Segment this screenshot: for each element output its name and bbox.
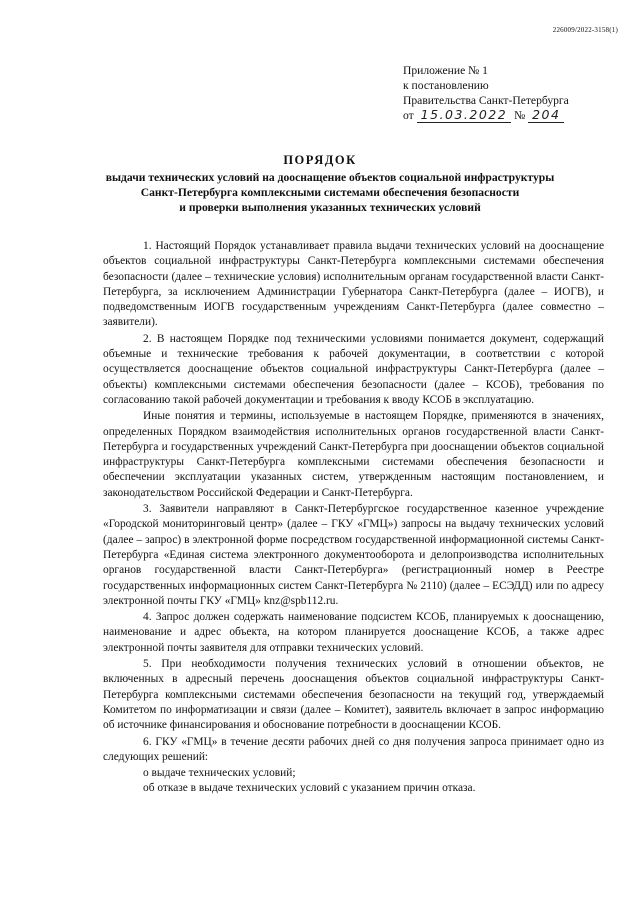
subtitle-line-2: Санкт-Петербурга комплексными системами обеспечения безопасности bbox=[140, 186, 520, 199]
document-registration-stamp: 226009/2022-3158(1) bbox=[552, 26, 618, 34]
paragraph-4: 3. Заявители направляют в Санкт-Петербургское государственное казенное учреждение «Городской мониторинговый центр» (далее – ГКУ «ГМЦ») запросы на выдачу технических условий (далее – запрос) в электронной форме посредством государственной информационной системы Санкт-Петербурга «Единая система электронного документооборота и делопроизводства исполнительных органов государственной власти Санкт-Петербурга» (регистрационный номер в Реестре государственных информационных систем Санкт-Петербурга № 2110) (далее – ЕСЭДД) или по адресу электронной почты ГКУ «ГМЦ» knz@spb112.ru. bbox=[103, 503, 604, 607]
paragraph-6: 5. При необходимости получения технических условий в отношении объектов, не включенных в адресный перечень дооснащения объектов социальной инфраструктуры Санкт-Петербурга комплексными системами обеспечения безопасности на текущий год, утверждаемый Комитетом по информатизации и связи (далее – Комитет), заявитель включает в запрос информацию об источнике финансирования и обоснование потребности в дооснащении КСОБ. bbox=[103, 658, 604, 732]
paragraph-3: Иные понятия и термины, используемые в настоящем Порядке, применяются в значениях, определенных Порядком взаимодействия исполнительных органов государственной власти Санкт-Петербурга и государственных учреждений Санкт-Петербурга при дооснащении объектов социальной инфраструктуры Санкт-Петербурга комплексными системами обеспечения безопасности и обеспечении эксплуатации указанных систем, утвержденным настоящим постановлением, и законодательством Российской Федерации и Санкт-Петербурга. bbox=[103, 410, 604, 499]
appendix-resolution-ref: к постановлению bbox=[403, 78, 489, 92]
document-subtitle bbox=[60, 170, 600, 215]
resolution-date: 15.03.2022 bbox=[417, 107, 512, 123]
subtitle-line-3: и проверки выполнения указанных технических условий bbox=[179, 201, 481, 214]
subtitle-line-1: выдачи технических условий на дооснащение объектов социальной инфраструктуры bbox=[105, 171, 555, 184]
appendix-label: Приложение № 1 bbox=[403, 64, 488, 77]
decision-option-1: о выдаче технических условий; bbox=[143, 767, 296, 780]
document-title: ПОРЯДОК bbox=[283, 153, 357, 167]
resolution-number: 204 bbox=[528, 107, 564, 123]
appendix-government: Правительства Санкт-Петербурга bbox=[403, 93, 569, 107]
paragraph-2: 2. В настоящем Порядке под техническими условиями понимается документ, содержащий объемные и технические требования к рабочей документации, в соответствии с которой осуществляется дооснащение объектов социальной инфраструктуры Санкт-Петербурга (далее – объекты) комплексными системами обеспечения безопасности (далее – КСОБ), требования по согласованию такой рабочей документации и требования к вводу КСОБ в эксплуатацию. bbox=[103, 332, 604, 406]
number-label: № bbox=[514, 109, 526, 123]
paragraph-7: 6. ГКУ «ГМЦ» в течение десяти рабочих дней со дня получения запроса принимает одно из следующих решений: bbox=[103, 735, 604, 763]
date-prefix: от bbox=[403, 109, 414, 123]
paragraph-1: 1. Настоящий Порядок устанавливает правила выдачи технических условий на дооснащение объектов социальной инфраструктуры Санкт-Петербурга комплексными системами обеспечения безопасности (далее – технические условия) исполнительным органам государственной власти Санкт-Петербурга, за исключением Администрации Губернатора Санкт-Петербурга (далее – ИОГВ), и подведомственным ИОГВ государственным учреждениям Санкт-Петербурга (далее совместно – заявители). bbox=[103, 240, 604, 329]
decision-option-2: об отказе в выдаче технических условий с указанием причин отказа. bbox=[143, 782, 476, 795]
appendix-date-line bbox=[403, 108, 569, 124]
paragraph-5: 4. Запрос должен содержать наименование подсистем КСОБ, планируемых к дооснащению, наименование и адрес объекта, на котором планируется дооснащение КСОБ, а также адрес электронной почты заявителя для отправки технических условий. bbox=[103, 611, 604, 654]
appendix-header bbox=[403, 64, 569, 124]
document-body bbox=[103, 239, 604, 797]
